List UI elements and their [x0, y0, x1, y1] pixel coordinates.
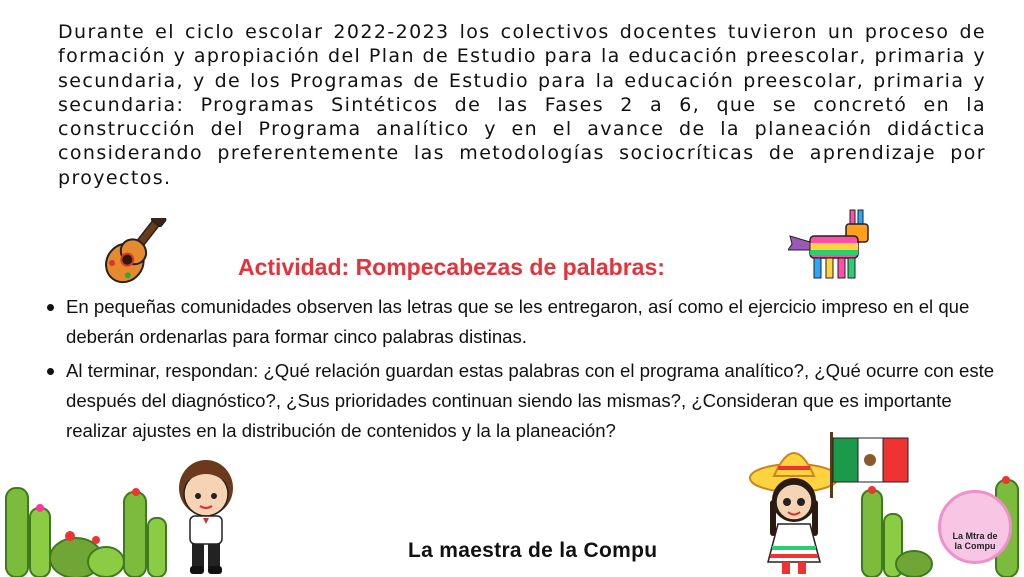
footer-credit: La maestra de la Compu	[408, 539, 658, 562]
boy-character-icon	[172, 458, 240, 576]
bullet-item: Al terminar, respondan: ¿Qué relación guardan estas palabras con el programa analítico?, ¿Qué ocurre con este después del diagnóstico?, ¿Sus prioridades continuan siendo las mismas?, ¿Consideran que es importante realizar ajustes en la distribución de contenidos y la la planeación?	[46, 356, 996, 446]
cactus-left-icon	[0, 478, 172, 577]
brand-badge	[938, 490, 1012, 564]
intro-paragraph: Durante el ciclo escolar 2022-2023 los colectivos docentes tuvieron un proceso de formación y apropiación del Plan de Estudio para la educación preescolar, primaria y secundaria, y de los Programas de Estudio para la educación preescolar, primaria y secundaria: Programas Sintéticos de las Fases 2 a 6, que se concretó en la construcción del Programa analítico y en el avance de la planeación didáctica considerando preferentemente las metodologías sociocríticas de aprendizaje por proyectos.	[58, 21, 986, 189]
brand-badge-label: La Mtra de la Compu	[952, 531, 998, 551]
bullet-item: En pequeñas comunidades observen las letras que se les entregaron, así como el ejercicio impreso en el que deberán ordenarlas para formar cinco palabras distinas.	[46, 292, 996, 352]
guitar-icon	[92, 218, 174, 290]
activity-bullet-list	[46, 292, 996, 450]
pinata-icon	[788, 206, 878, 284]
activity-title: Actividad: Rompecabezas de palabras:	[238, 254, 665, 280]
